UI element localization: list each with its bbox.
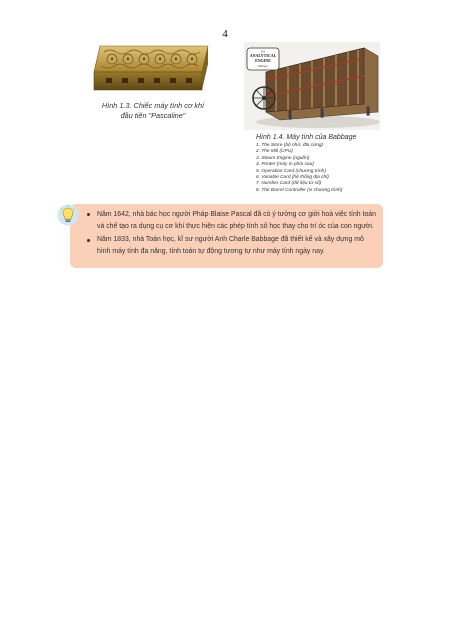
note-list bbox=[86, 209, 376, 259]
babbage-part-item: 8. The Barrel Controller (vi chương trình) bbox=[256, 187, 343, 193]
badge-text-4: Babbage bbox=[258, 65, 268, 68]
babbage-part-item: 6. Variable Card (hệ thống địa chỉ) bbox=[256, 175, 329, 181]
badge-text-3: ENGINE bbox=[255, 58, 271, 63]
badge-text-2: ANALYTICAL bbox=[249, 53, 277, 59]
babbage-caption bbox=[256, 134, 386, 194]
note-bullet-pascal: Năm 1642, nhà bác học người Pháp Blaise Pascal đã có ý tưởng cơ giới hoá việc tính toán và chế tạo ra dụng cụ cơ khí thực hiện các phép tính số học thay cho trí óc của con người. bbox=[86, 209, 376, 232]
badge-text-1: The bbox=[260, 50, 266, 54]
babbage-part-item: 2. The Mill (CPU) bbox=[256, 149, 293, 155]
babbage-part-item: 7. Number Card (dữ liệu từ số) bbox=[256, 181, 322, 187]
babbage-caption-title: Hình 1.4. Máy tính của Babbage bbox=[256, 134, 357, 141]
babbage-part-item: 3. Steam Engine (nguồn) bbox=[256, 155, 310, 161]
pascaline-caption-line2: đầu tiên "Pascaline" bbox=[120, 111, 186, 120]
note-bullet-babbage: Năm 1833, nhà Toán học, kĩ sư người Anh Charle Babbage đã thiết kế và xây dựng mô hình máy tính đa năng, tính toán tự động tương tự như máy tính ngày nay. bbox=[86, 234, 376, 257]
babbage-parts-list bbox=[256, 143, 386, 194]
pascaline-caption-line1: Hình 1.3. Chiếc máy tính cơ khí bbox=[101, 101, 205, 110]
lightbulb-icon bbox=[57, 204, 79, 226]
babbage-part-item: 4. Printer (máy in phía sau) bbox=[256, 162, 314, 168]
babbage-part-item: 5. Operation Card (chương trình) bbox=[256, 168, 326, 174]
page-number: 4 bbox=[222, 28, 228, 40]
babbage-part-item: 1. The Store (bộ nhớ, đĩa cứng) bbox=[256, 143, 324, 148]
pascaline-image bbox=[92, 42, 210, 94]
pascaline-caption bbox=[84, 101, 222, 121]
babbage-engine-image bbox=[244, 42, 380, 130]
